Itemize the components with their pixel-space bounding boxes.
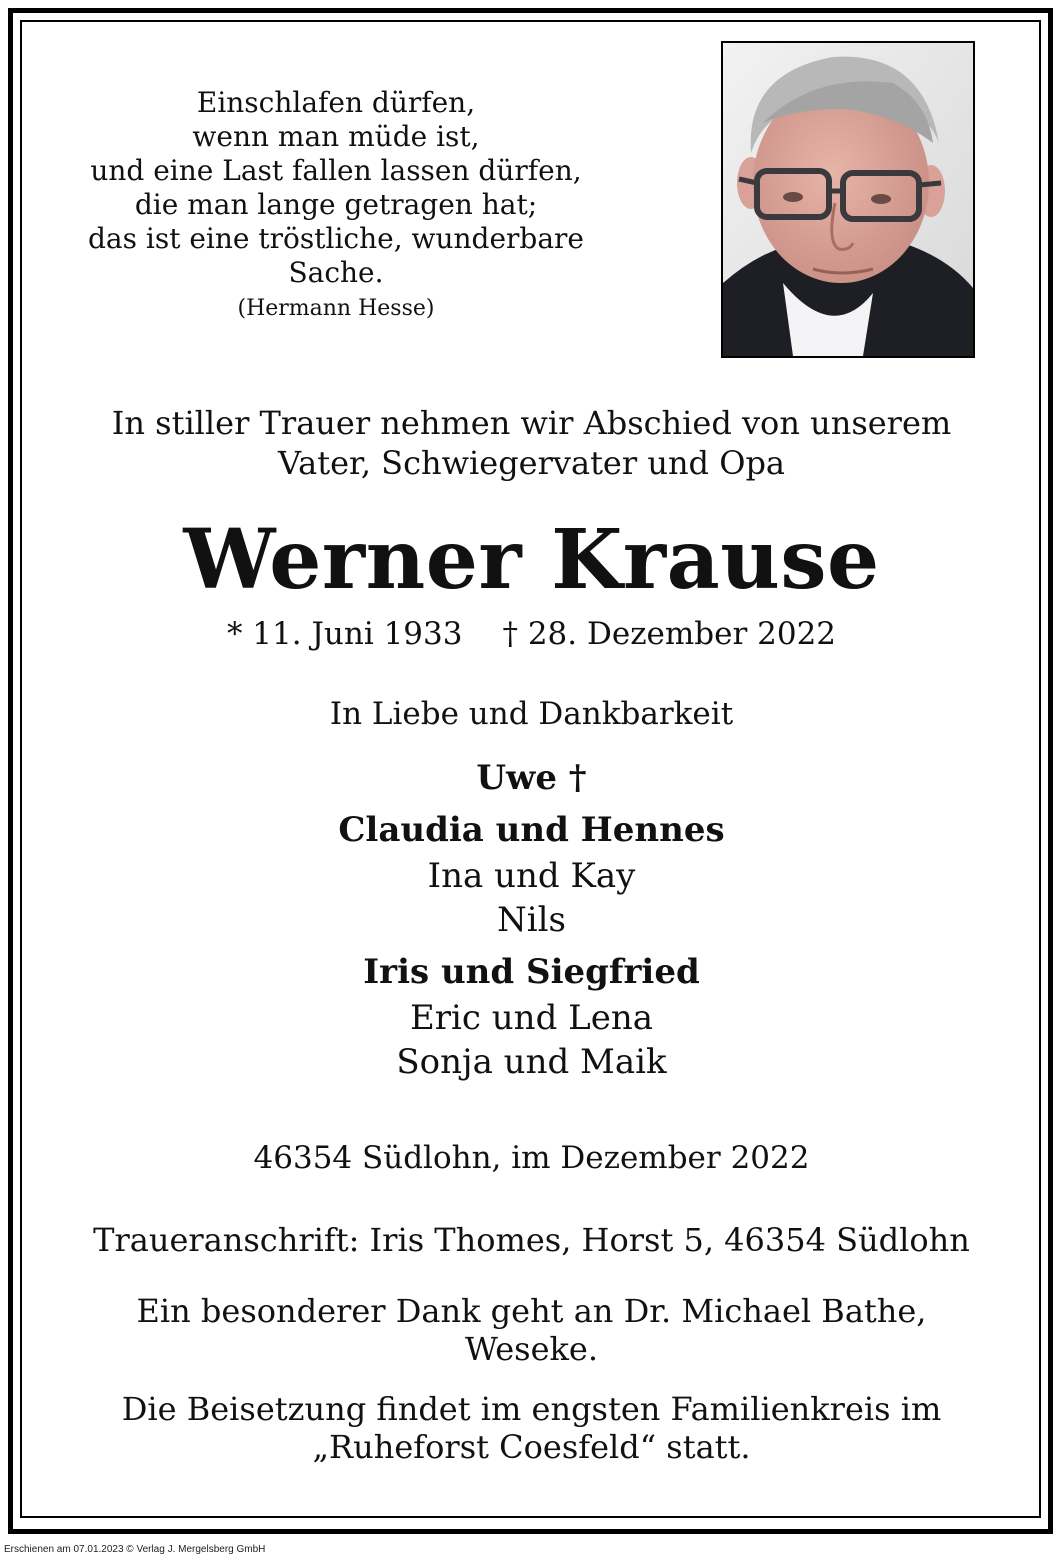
burial-notice	[0, 1390, 1063, 1466]
publication-footer: Erschienen am 07.01.2023 © Verlag J. Mergelsberg GmbH	[4, 1544, 266, 1555]
family-claudia: Claudia und Hennes	[338, 810, 725, 850]
thanks-line-2: Weseke.	[464, 1330, 599, 1368]
birth-date: * 11. Juni 1933	[226, 616, 463, 652]
special-thanks	[0, 1292, 1063, 1368]
quote-line: Sache.	[288, 256, 384, 289]
burial-line-1: Die Beisetzung findet im engsten Familienkreis im	[121, 1390, 942, 1428]
family-eric: Eric und Lena	[409, 998, 654, 1038]
family-sonja: Sonja und Maik	[396, 1042, 667, 1082]
thanks-line-1: Ein besonderer Dank geht an Dr. Michael Bathe,	[136, 1292, 927, 1330]
dedication-text: In Liebe und Dankbarkeit	[329, 696, 734, 732]
family-nils: Nils	[497, 900, 566, 940]
quote-author: (Hermann Hesse)	[237, 296, 435, 321]
poem-quote	[56, 86, 616, 324]
quote-line: die man lange getragen hat;	[134, 188, 538, 221]
quote-line: wenn man müde ist,	[192, 120, 480, 153]
family-uwe: Uwe †	[476, 758, 587, 798]
burial-line-2: „Ruheforst Coesfeld“ statt.	[312, 1428, 751, 1466]
quote-line: und eine Last fallen lassen dürfen,	[90, 154, 582, 187]
portrait-photo	[721, 41, 975, 358]
mourning-address: Traueranschrift: Iris Thomes, Horst 5, 46354 Südlohn	[93, 1221, 970, 1259]
quote-line: das ist eine tröstliche, wunderbare	[88, 222, 584, 255]
family-iris: Iris und Siegfried	[363, 952, 700, 992]
death-date: † 28. Dezember 2022	[502, 616, 837, 652]
life-dates	[0, 614, 1063, 654]
deceased-name: Werner Krause	[183, 512, 880, 608]
quote-line: Einschlafen dürfen,	[196, 86, 476, 119]
place-date: 46354 Südlohn, im Dezember 2022	[253, 1140, 810, 1176]
intro-line-1: In stiller Trauer nehmen wir Abschied von unserem	[111, 404, 952, 442]
intro-line-2: Vater, Schwiegervater und Opa	[278, 444, 785, 482]
family-ina: Ina und Kay	[427, 856, 636, 896]
intro-text	[0, 403, 1063, 483]
